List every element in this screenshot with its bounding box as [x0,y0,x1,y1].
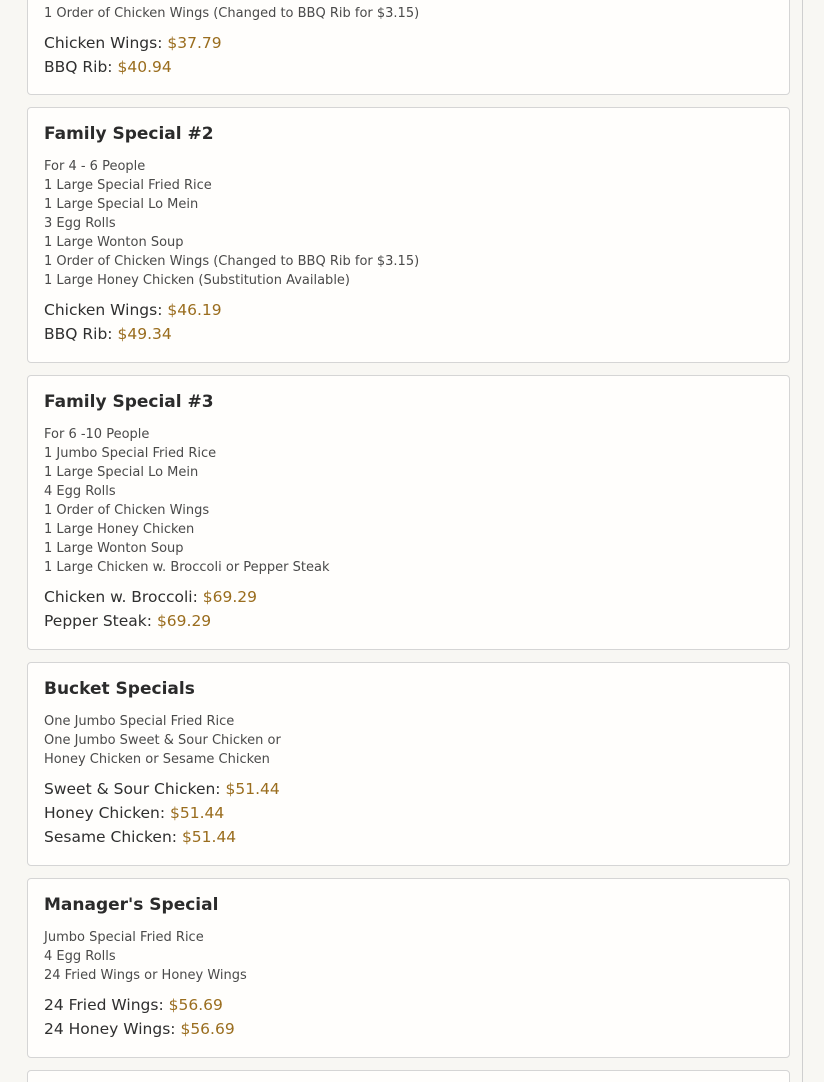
description-line: For 4 - 6 People [44,159,146,174]
price-value: $46.19 [167,301,222,319]
price-option[interactable] [44,609,257,633]
card-title: Family Special #2 [44,124,214,144]
price-option-label: BBQ Rib: [44,58,113,76]
price-option[interactable] [44,31,222,55]
card-title: Family Special #3 [44,392,214,412]
card-prices [44,777,280,849]
price-option-label: Pepper Steak: [44,612,152,630]
price-option[interactable] [44,585,257,609]
menu-card-managers-special [27,878,790,1058]
price-value: $49.34 [117,325,172,343]
price-value: $56.69 [168,996,223,1014]
price-option-label: Honey Chicken: [44,804,166,822]
card-title: Bucket Specials [44,679,195,699]
menu-card-family-special-3 [27,375,790,650]
price-option[interactable] [44,993,235,1017]
price-option-label: 24 Honey Wings: [44,1020,176,1038]
description-line: 1 Order of Chicken Wings (Changed to BBQ Rib for $3.15) [44,254,420,269]
price-option-label: Chicken Wings: [44,301,163,319]
card-description [44,4,419,23]
description-line: Honey Chicken or Sesame Chicken [44,752,270,767]
description-line: 24 Fried Wings or Honey Wings [44,968,247,983]
description-line: For 6 -10 People [44,427,150,442]
description-line: 1 Large Honey Chicken (Substitution Available) [44,273,350,288]
price-value: $69.29 [202,588,257,606]
price-option[interactable] [44,777,280,801]
price-option-label: 24 Fried Wings: [44,996,164,1014]
price-option[interactable] [44,55,222,79]
description-line: 1 Large Honey Chicken [44,522,195,537]
menu-card-family-special-2 [27,107,790,363]
price-option-label: Chicken Wings: [44,34,163,52]
menu-card-family-special-1 [27,0,790,95]
card-description [44,157,419,290]
card-description [44,928,247,985]
description-line: 1 Large Wonton Soup [44,541,184,556]
card-prices [44,993,235,1041]
description-line: Jumbo Special Fried Rice [44,930,204,945]
price-value: $51.44 [181,828,237,846]
price-value: $51.44 [225,780,280,798]
price-option[interactable] [44,801,280,825]
description-line: 3 Egg Rolls [44,216,116,231]
price-option[interactable] [44,825,280,849]
description-line: 1 Order of Chicken Wings [44,503,210,518]
description-line: 1 Jumbo Special Fried Rice [44,446,217,461]
description-line: 4 Egg Rolls [44,484,116,499]
price-value: $56.69 [180,1020,235,1038]
price-value: $40.94 [117,58,172,76]
description-line: One Jumbo Special Fried Rice [44,714,235,729]
card-prices [44,31,222,79]
description-line: One Jumbo Sweet & Sour Chicken or [44,733,281,748]
card-prices [44,585,257,633]
card-description [44,425,330,577]
menu-card-bucket-specials [27,662,790,866]
menu-card-next [27,1070,790,1082]
price-option[interactable] [44,298,222,322]
description-line: 1 Large Special Fried Rice [44,178,212,193]
price-option-label: Sesame Chicken: [44,828,177,846]
description-line: 1 Order of Chicken Wings (Changed to BBQ Rib for $3.15) [44,6,420,21]
price-option[interactable] [44,322,222,346]
page-edge-divider [802,0,803,1082]
price-option[interactable] [44,1017,235,1041]
description-line: 1 Large Chicken w. Broccoli or Pepper Steak [44,560,330,575]
card-prices [44,298,222,346]
description-line: 1 Large Wonton Soup [44,235,184,250]
card-description [44,712,281,769]
description-line: 1 Large Special Lo Mein [44,197,199,212]
price-value: $69.29 [156,612,212,630]
price-value: $51.44 [170,804,225,822]
price-option-label: BBQ Rib: [44,325,113,343]
description-line: 4 Egg Rolls [44,949,116,964]
price-value: $37.79 [167,34,222,52]
card-title: Manager's Special [44,895,219,915]
price-option-label: Chicken w. Broccoli: [44,588,198,606]
description-line: 1 Large Special Lo Mein [44,465,199,480]
price-option-label: Sweet & Sour Chicken: [44,780,221,798]
